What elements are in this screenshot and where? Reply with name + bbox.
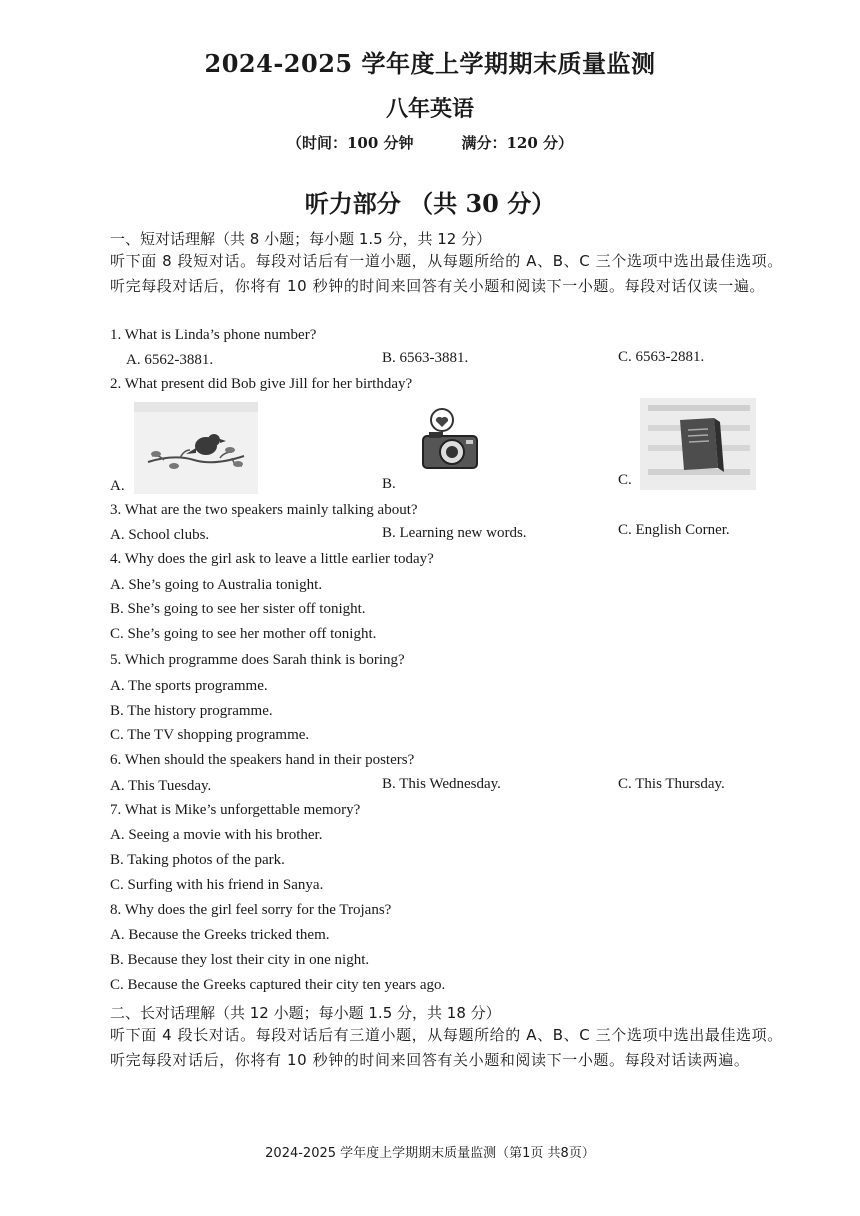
page-footer: 2024-2025 学年度上学期期末质量监测（第1页 共8页） xyxy=(265,1146,595,1161)
exam-score: 满分：120 分） xyxy=(461,134,574,152)
question-8: 8. Why does the girl feel sorry for the Trojans? xyxy=(110,902,392,918)
q7-option-a: A. Seeing a movie with his brother. xyxy=(110,827,323,843)
section1-instructions: 听下面 8 段短对话。每段对话后有一道小题，从每题所给的 A、B、C 三个选项中选出最佳选项。听完每段对话后，你将有 10 秒钟的时间来回答有关小题和阅读下一小题。每段对话仅读一遍。 xyxy=(110,252,783,295)
exam-subject: 八年英语 xyxy=(385,96,474,122)
part-heading: 听力部分 （共 30 分） xyxy=(304,189,556,218)
q1-option-b: B. 6563-3881. xyxy=(382,350,469,366)
bird-card-image xyxy=(134,402,258,494)
q4-option-c: C. She’s going to see her mother off tonight. xyxy=(110,626,377,642)
q7-option-b: B. Taking photos of the park. xyxy=(110,852,285,868)
section2-heading: 二、长对话理解（共 12 小题；每小题 1.5 分，共 18 分） xyxy=(110,1004,501,1022)
q4-option-a: A. She’s going to Australia tonight. xyxy=(110,577,323,593)
q1-option-a: A. 6562-3881. xyxy=(126,352,214,368)
exam-title: 2024-2025 学年度上学期期末质量监测 xyxy=(204,49,656,78)
q5-option-c: C. The TV shopping programme. xyxy=(110,727,310,743)
q2-option-b: B. xyxy=(382,476,396,492)
camera-image xyxy=(420,404,480,470)
question-4: 4. Why does the girl ask to leave a little earlier today? xyxy=(110,551,434,567)
q7-option-c: C. Surfing with his friend in Sanya. xyxy=(110,877,324,893)
q8-option-c: C. Because the Greeks captured their city ten years ago. xyxy=(110,977,446,993)
exam-time-score xyxy=(0,132,860,153)
q5-option-a: A. The sports programme. xyxy=(110,678,268,694)
q8-option-a: A. Because the Greeks tricked them. xyxy=(110,927,330,943)
q2-option-c: C. xyxy=(618,472,632,488)
section2-instructions: 听下面 4 段长对话。每段对话后有三道小题，从每题所给的 A、B、C 三个选项中选出最佳选项。听完每段对话后，你将有 10 秒钟的时间来回答有关小题和阅读下一小题。每段对话读两遍。 xyxy=(110,1026,783,1069)
q1-option-c: C. 6563-2881. xyxy=(618,349,705,365)
q3-option-b: B. Learning new words. xyxy=(382,525,527,541)
section1-heading: 一、短对话理解（共 8 小题；每小题 1.5 分，共 12 分） xyxy=(110,230,492,248)
question-5: 5. Which programme does Sarah think is boring? xyxy=(110,652,405,668)
q2-option-a: A. xyxy=(110,478,125,494)
q5-option-b: B. The history programme. xyxy=(110,703,273,719)
question-6: 6. When should the speakers hand in their posters? xyxy=(110,752,415,768)
q6-option-b: B. This Wednesday. xyxy=(382,776,501,792)
question-2: 2. What present did Bob give Jill for her birthday? xyxy=(110,376,413,392)
exam-time: （时间：100 分钟 xyxy=(286,134,414,152)
q3-option-a: A. School clubs. xyxy=(110,527,210,543)
q8-option-b: B. Because they lost their city in one night. xyxy=(110,952,370,968)
q4-option-b: B. She’s going to see her sister off tonight. xyxy=(110,601,366,617)
q6-option-a: A. This Tuesday. xyxy=(110,778,212,794)
book-image xyxy=(640,398,756,490)
q3-option-c: C. English Corner. xyxy=(618,522,730,538)
question-1: 1. What is Linda’s phone number? xyxy=(110,327,317,343)
question-7: 7. What is Mike’s unforgettable memory? xyxy=(110,802,361,818)
question-3: 3. What are the two speakers mainly talking about? xyxy=(110,502,418,518)
q6-option-c: C. This Thursday. xyxy=(618,776,725,792)
